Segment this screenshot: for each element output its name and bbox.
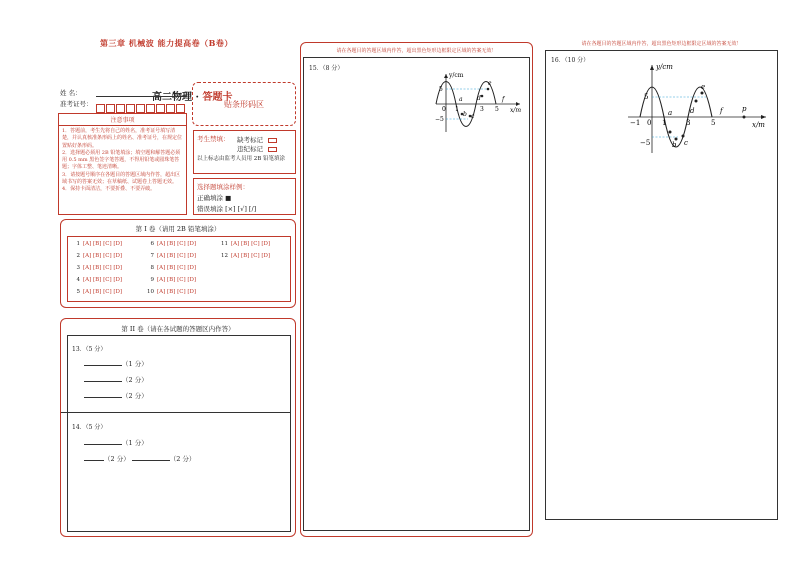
q16-label: 16．（10 分） [551,57,590,64]
mc-question[interactable]: 3 [A] [B] [C] [D] [76,265,123,271]
section-2 [60,318,296,537]
q15-point: a [459,96,463,103]
q16-x-tick: 5 [711,119,716,127]
exam-title: 第三章 机械波 能力提高卷（B卷） [100,38,233,48]
name-field[interactable] [96,88,186,97]
mc-question[interactable]: 6 [A] [B] [C] [D] [150,241,197,247]
q15-point: d [477,95,481,102]
q15-x-tick: 5 [495,106,499,113]
column-2-warning: 请在各题目的答题区域内作答，超出黑色矩形边框限定区域的答案无效！ [336,48,497,54]
answer-column-3 [545,40,778,521]
section-1-answers [67,236,291,302]
notice-item: 1．答题前，考生先将自己的姓名，准考证号填写清楚，并认真核准条形码上的姓名、准考证号，在规定位置贴好条形码。 [62,128,183,149]
q13-blank-1[interactable]: （1 分） [84,359,148,368]
q16-answer-area[interactable] [545,50,778,520]
q15-label: 15．（8 分） [309,65,344,72]
q16-wave-graph [626,61,776,161]
q15-x-label: x/m [510,107,522,114]
column-3-warning: 请在各题目的答题区域内作答，超出黑色矩形边框限定区域的答案无效！ [581,41,742,47]
q14-blank-1[interactable]: （1 分） [84,438,148,447]
q15-y-top: 5 [439,86,443,93]
fill-example-title: 选择题填涂样例： [197,183,249,191]
q16-point: p [742,105,747,113]
q13-blank-3[interactable]: （2 分） [84,391,148,400]
q16-point: a [668,109,673,117]
q16-point: f [720,107,723,115]
q16-x-tick: 1 [662,119,667,127]
mc-question[interactable]: 8 [A] [B] [C] [D] [150,265,197,271]
q15-point: e [488,80,492,87]
violation-checkbox[interactable] [268,147,277,152]
q15-point: f [502,96,505,103]
section-2-answers [67,335,291,532]
section-1 [60,219,296,308]
mc-question[interactable]: 7 [A] [B] [C] [D] [150,253,197,259]
name-label: 姓 名： [60,89,82,97]
fill-example-correct: 正确填涂 ■ [197,194,232,202]
barcode-label: 贴条形码区 [224,99,264,109]
q16-x-tick: 0 [647,119,652,127]
mc-question[interactable]: 2 [A] [B] [C] [D] [76,253,123,259]
q13-blank-2[interactable]: （2 分） [84,375,148,384]
q16-y-bottom: −5 [640,139,651,147]
q15-x-tick: 1 [455,106,459,113]
mc-question[interactable]: 10 [A] [B] [C] [D] [147,289,197,295]
violation-label: 违纪标记 [237,145,263,153]
q13-label: 13．（5 分） [72,346,107,353]
missing-checkbox[interactable] [268,138,277,143]
q15-answer-area[interactable] [303,57,530,531]
barcode-area [192,82,296,126]
proctor-title: 考生禁填： [197,135,230,143]
q15-wave-graph [432,70,532,140]
notice-item: 4．保持卡面清洁，不要折叠、不要弄破。 [62,186,156,192]
mc-question[interactable]: 12 [A] [B] [C] [D] [221,253,271,259]
q16-point: d [690,107,695,115]
page-title-prefix: 高二物理 · [152,92,203,103]
q15-y-bottom: −5 [435,116,444,123]
divider [61,412,291,413]
page-title-card: 答题卡 [202,92,233,103]
student-id-label: 准考证号： [60,100,93,108]
q16-x-tick: 3 [686,119,691,127]
q15-x-tick: 0 [442,106,446,113]
q16-y-label: y/cm [656,63,673,71]
q16-y-top: 5 [644,93,649,101]
notice-item: 3．请按题号顺序在各题目的答题区域内作答，超出区域书写的答案无效；在草稿纸、试题卷上答题无效。 [62,171,181,185]
q15-x-tick: 3 [480,106,484,113]
notice-box [58,113,187,215]
q15-point: b [463,111,467,118]
section-1-title: 第 I 卷（请用 2B 铅笔填涂） [135,225,221,233]
q15-y-label: y/cm [449,72,464,79]
q16-point: b [672,141,677,149]
answer-column-2 [300,42,533,537]
fill-example-wrong: 错误填涂 [×] [√] [/] [197,205,257,213]
proctor-note: 以上标志由监考人员用 2B 铅笔填涂 [197,156,286,162]
fill-example-box [193,178,296,215]
q14-label: 14．（5 分） [72,424,107,431]
q15-point: c [471,113,475,120]
mc-question[interactable]: 11 [A] [B] [C] [D] [221,241,271,247]
mc-question[interactable]: 5 [A] [B] [C] [D] [76,289,123,295]
notice-item: 2．选择题必须用 2B 铅笔填涂；填空题和解答题必须用 0.5 mm 黑色签字笔答题，不得用铅笔或圆珠笔答题；字体工整、笔迹清晰。 [62,149,181,171]
section-2-title: 第 II 卷（请在各试题的答题区内作答） [121,325,235,333]
mc-question[interactable]: 1 [A] [B] [C] [D] [76,241,123,247]
q16-x-label: x/m [752,121,765,129]
mc-question[interactable]: 9 [A] [B] [C] [D] [150,277,197,283]
proctor-box [193,130,296,174]
notice-heading: 注意事项 [59,114,186,126]
missing-label: 缺考标记 [237,136,263,144]
q16-x-tick: −1 [630,119,641,127]
mc-question[interactable]: 4 [A] [B] [C] [D] [76,277,123,283]
q14-blank-2[interactable]: （2 分） （2 分） [84,454,195,463]
q16-point: c [684,139,688,147]
q16-point: e [701,83,706,91]
